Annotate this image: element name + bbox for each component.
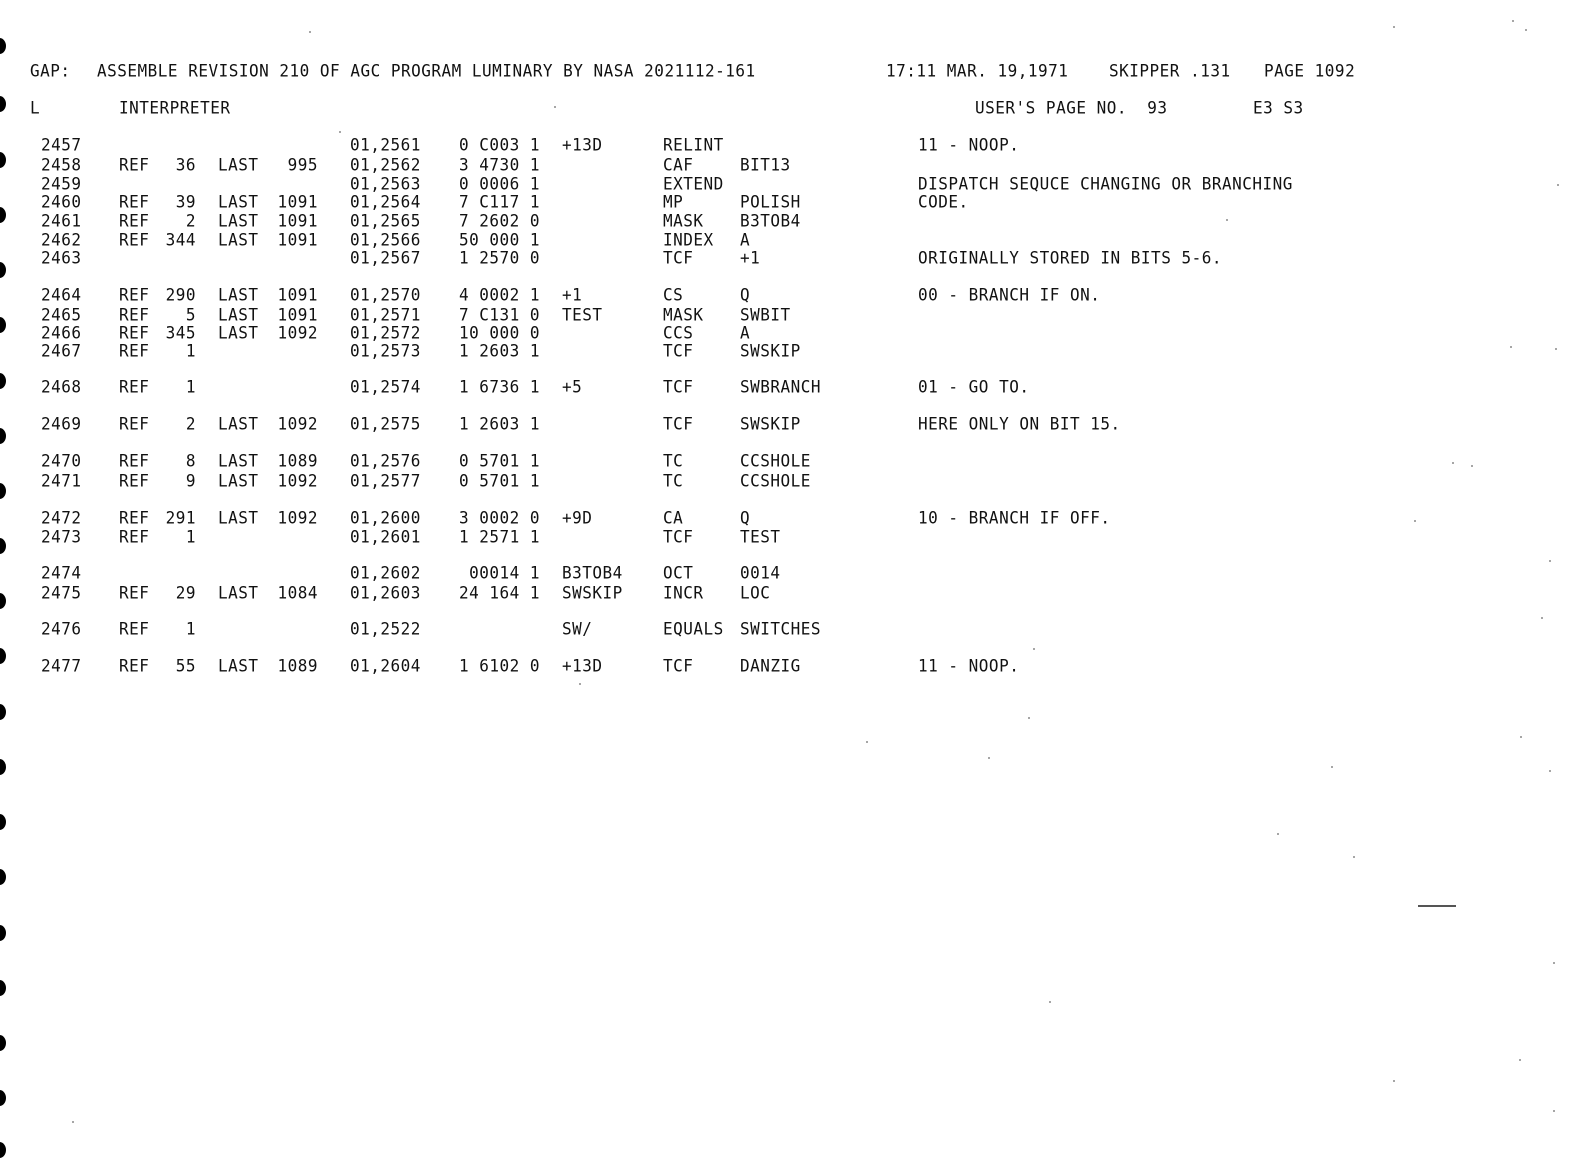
opcode: TCF bbox=[663, 248, 694, 268]
ref-number: 55 bbox=[175, 656, 196, 676]
ref-number: 8 bbox=[185, 451, 196, 471]
last-label: LAST bbox=[218, 414, 259, 434]
ref-number: 1 bbox=[185, 377, 196, 397]
last-number: 995 bbox=[287, 155, 318, 175]
punch-hole bbox=[0, 814, 6, 830]
line-number: 2477 bbox=[41, 656, 82, 676]
ref-label: REF bbox=[119, 583, 150, 603]
line-number: 2466 bbox=[41, 323, 82, 343]
memory-address: 01,2576 bbox=[350, 451, 421, 471]
scan-speck bbox=[1512, 20, 1514, 22]
memory-address: 01,2567 bbox=[350, 248, 421, 268]
opcode: TCF bbox=[663, 414, 694, 434]
location-label: +5 bbox=[562, 377, 583, 397]
punch-hole bbox=[0, 980, 6, 996]
location-label: B3TOB4 bbox=[562, 563, 623, 583]
ref-label: REF bbox=[119, 656, 150, 676]
operand: SWSKIP bbox=[740, 414, 801, 434]
memory-address: 01,2522 bbox=[350, 619, 421, 639]
octal-word: 00014 1 bbox=[469, 563, 540, 583]
scan-speck bbox=[1277, 833, 1279, 835]
scan-speck bbox=[1553, 962, 1555, 964]
last-label: LAST bbox=[218, 285, 259, 305]
memory-address: 01,2600 bbox=[350, 508, 421, 528]
listing-row bbox=[0, 451, 1582, 473]
operand: Q bbox=[740, 285, 751, 305]
listing-row bbox=[0, 527, 1582, 549]
operand: 0014 bbox=[740, 563, 781, 583]
scan-speck bbox=[1033, 648, 1035, 650]
operand: SWITCHES bbox=[740, 619, 822, 639]
users-page-number: USER'S PAGE NO. 93 bbox=[975, 98, 1168, 118]
operand: +1 bbox=[740, 248, 761, 268]
octal-word: 3 4730 1 bbox=[458, 155, 540, 175]
comment: 11 - NOOP. bbox=[918, 135, 1020, 155]
location-label: +13D bbox=[562, 656, 603, 676]
listing-row bbox=[0, 285, 1582, 307]
scan-speck bbox=[1393, 1080, 1395, 1082]
octal-word: 0 5701 1 bbox=[458, 451, 540, 471]
last-label: LAST bbox=[218, 323, 259, 343]
operand: A bbox=[740, 323, 751, 343]
page-number: PAGE 1092 bbox=[1264, 61, 1356, 81]
ref-number: 344 bbox=[165, 230, 196, 250]
scan-speck bbox=[1331, 766, 1333, 768]
last-number: 1091 bbox=[277, 305, 318, 325]
scan-speck bbox=[554, 106, 556, 108]
line-number: 2475 bbox=[41, 583, 82, 603]
opcode: OCT bbox=[663, 563, 694, 583]
opcode: TC bbox=[663, 471, 684, 491]
last-label: LAST bbox=[218, 192, 259, 212]
scan-speck bbox=[1555, 348, 1557, 350]
last-label: LAST bbox=[218, 451, 259, 471]
skipper-label: SKIPPER .131 bbox=[1109, 61, 1231, 81]
scan-speck bbox=[1393, 26, 1395, 28]
line-number: 2464 bbox=[41, 285, 82, 305]
memory-address: 01,2574 bbox=[350, 377, 421, 397]
punch-hole bbox=[0, 869, 6, 885]
memory-address: 01,2577 bbox=[350, 471, 421, 491]
last-label: LAST bbox=[218, 583, 259, 603]
line-number: 2474 bbox=[41, 563, 82, 583]
line-number: 2458 bbox=[41, 155, 82, 175]
line-number: 2470 bbox=[41, 451, 82, 471]
ref-label: REF bbox=[119, 619, 150, 639]
ref-number: 5 bbox=[185, 305, 196, 325]
octal-word: 1 2571 1 bbox=[458, 527, 540, 547]
last-number: 1091 bbox=[277, 285, 318, 305]
memory-address: 01,2573 bbox=[350, 341, 421, 361]
operand: Q bbox=[740, 508, 751, 528]
ref-number: 36 bbox=[175, 155, 196, 175]
operand: CCSHOLE bbox=[740, 471, 811, 491]
section-code: E3 S3 bbox=[1253, 98, 1304, 118]
punch-hole bbox=[0, 1090, 6, 1106]
line-number: 2462 bbox=[41, 230, 82, 250]
octal-word: 0 5701 1 bbox=[458, 471, 540, 491]
ref-label: REF bbox=[119, 305, 150, 325]
line-number: 2476 bbox=[41, 619, 82, 639]
opcode: TCF bbox=[663, 527, 694, 547]
ref-label: REF bbox=[119, 451, 150, 471]
last-label: LAST bbox=[218, 305, 259, 325]
operand: POLISH bbox=[740, 192, 801, 212]
last-number: 1091 bbox=[277, 211, 318, 231]
line-number: 2457 bbox=[41, 135, 82, 155]
line-number: 2461 bbox=[41, 211, 82, 231]
ref-label: REF bbox=[119, 377, 150, 397]
octal-word: 1 6736 1 bbox=[458, 377, 540, 397]
punch-hole bbox=[0, 1035, 6, 1051]
operand: A bbox=[740, 230, 751, 250]
opcode: RELINT bbox=[663, 135, 724, 155]
comment: 00 - BRANCH IF ON. bbox=[918, 285, 1101, 305]
line-number: 2467 bbox=[41, 341, 82, 361]
octal-word: 1 2603 1 bbox=[458, 414, 540, 434]
ref-label: REF bbox=[119, 341, 150, 361]
ref-label: REF bbox=[119, 285, 150, 305]
line-number: 2469 bbox=[41, 414, 82, 434]
operand: SWBIT bbox=[740, 305, 791, 325]
listing-row bbox=[0, 414, 1582, 436]
octal-word: 50 000 1 bbox=[458, 230, 540, 250]
opcode: TC bbox=[663, 451, 684, 471]
scan-speck bbox=[339, 131, 341, 133]
memory-address: 01,2601 bbox=[350, 527, 421, 547]
scan-speck bbox=[1049, 1001, 1051, 1003]
scan-speck bbox=[1471, 465, 1473, 467]
opcode: CAF bbox=[663, 155, 694, 175]
location-label: SWSKIP bbox=[562, 583, 623, 603]
opcode: MASK bbox=[663, 305, 704, 325]
last-number: 1092 bbox=[277, 508, 318, 528]
ref-label: REF bbox=[119, 323, 150, 343]
operand: SWSKIP bbox=[740, 341, 801, 361]
ref-number: 29 bbox=[175, 583, 196, 603]
line-number: 2460 bbox=[41, 192, 82, 212]
operand: B3TOB4 bbox=[740, 211, 801, 231]
last-number: 1089 bbox=[277, 656, 318, 676]
ref-label: REF bbox=[119, 211, 150, 231]
line-number: 2471 bbox=[41, 471, 82, 491]
ref-number: 290 bbox=[165, 285, 196, 305]
last-number: 1092 bbox=[277, 471, 318, 491]
opcode: INDEX bbox=[663, 230, 714, 250]
last-label: LAST bbox=[218, 211, 259, 231]
header-line bbox=[0, 61, 1582, 83]
memory-address: 01,2564 bbox=[350, 192, 421, 212]
comment: 01 - GO TO. bbox=[918, 377, 1030, 397]
octal-word: 1 6102 0 bbox=[458, 656, 540, 676]
memory-address: 01,2563 bbox=[350, 174, 421, 194]
listing-row bbox=[0, 248, 1582, 270]
opcode: TCF bbox=[663, 341, 694, 361]
listing-row bbox=[0, 583, 1582, 605]
opcode: TCF bbox=[663, 377, 694, 397]
last-label: LAST bbox=[218, 656, 259, 676]
operand: CCSHOLE bbox=[740, 451, 811, 471]
octal-word: 1 2570 0 bbox=[458, 248, 540, 268]
scan-speck bbox=[1541, 617, 1543, 619]
comment: ORIGINALLY STORED IN BITS 5-6. bbox=[918, 248, 1222, 268]
punch-hole bbox=[0, 1142, 6, 1158]
section-name: INTERPRETER bbox=[119, 98, 231, 118]
octal-word: 3 0002 0 bbox=[458, 508, 540, 528]
memory-address: 01,2562 bbox=[350, 155, 421, 175]
line-number: 2463 bbox=[41, 248, 82, 268]
operand: TEST bbox=[740, 527, 781, 547]
opcode: INCR bbox=[663, 583, 704, 603]
log-marker: L bbox=[30, 98, 41, 118]
assembly-title: ASSEMBLE REVISION 210 OF AGC PROGRAM LUMINARY BY NASA 2021112-161 bbox=[97, 61, 756, 81]
operand: SWBRANCH bbox=[740, 377, 822, 397]
scan-speck bbox=[1557, 184, 1559, 186]
ref-label: REF bbox=[119, 230, 150, 250]
last-number: 1091 bbox=[277, 230, 318, 250]
ref-label: REF bbox=[119, 155, 150, 175]
ref-label: REF bbox=[119, 508, 150, 528]
opcode: CA bbox=[663, 508, 684, 528]
memory-address: 01,2571 bbox=[350, 305, 421, 325]
punch-hole bbox=[0, 704, 6, 720]
opcode: CS bbox=[663, 285, 684, 305]
last-label: LAST bbox=[218, 230, 259, 250]
location-label: TEST bbox=[562, 305, 603, 325]
line-number: 2468 bbox=[41, 377, 82, 397]
ref-label: REF bbox=[119, 192, 150, 212]
scan-speck bbox=[866, 741, 868, 743]
octal-word: 10 000 0 bbox=[458, 323, 540, 343]
listing-row bbox=[0, 563, 1582, 585]
opcode: EXTEND bbox=[663, 174, 724, 194]
memory-address: 01,2561 bbox=[350, 135, 421, 155]
ref-number: 39 bbox=[175, 192, 196, 212]
ref-number: 2 bbox=[185, 211, 196, 231]
octal-word: 1 2603 1 bbox=[458, 341, 540, 361]
print-timestamp: 17:11 MAR. 19,1971 bbox=[886, 61, 1069, 81]
listing-row bbox=[0, 471, 1582, 493]
ref-label: REF bbox=[119, 527, 150, 547]
scan-speck bbox=[309, 31, 311, 33]
scan-speck bbox=[1414, 520, 1416, 522]
octal-word: 0 C003 1 bbox=[458, 135, 540, 155]
last-number: 1091 bbox=[277, 192, 318, 212]
ref-label: REF bbox=[119, 414, 150, 434]
punch-hole bbox=[0, 759, 6, 775]
last-number: 1092 bbox=[277, 414, 318, 434]
memory-address: 01,2604 bbox=[350, 656, 421, 676]
octal-word: 0 0006 1 bbox=[458, 174, 540, 194]
listing-row bbox=[0, 656, 1582, 678]
memory-address: 01,2603 bbox=[350, 583, 421, 603]
last-number: 1084 bbox=[277, 583, 318, 603]
ref-number: 9 bbox=[185, 471, 196, 491]
comment: 11 - NOOP. bbox=[918, 656, 1020, 676]
scan-speck bbox=[72, 1121, 74, 1123]
location-label: +9D bbox=[562, 508, 593, 528]
last-label: LAST bbox=[218, 508, 259, 528]
ref-number: 1 bbox=[185, 341, 196, 361]
ref-number: 1 bbox=[185, 527, 196, 547]
comment: CODE. bbox=[918, 192, 969, 212]
memory-address: 01,2565 bbox=[350, 211, 421, 231]
last-label: LAST bbox=[218, 155, 259, 175]
operand: LOC bbox=[740, 583, 771, 603]
opcode: MP bbox=[663, 192, 684, 212]
scan-speck bbox=[1520, 736, 1522, 738]
listing-row bbox=[0, 377, 1582, 399]
comment: DISPATCH SEQUCE CHANGING OR BRANCHING bbox=[918, 174, 1293, 194]
scan-speck bbox=[1549, 770, 1551, 772]
scan-speck bbox=[1452, 462, 1454, 464]
line-number: 2459 bbox=[41, 174, 82, 194]
octal-word: 7 C117 1 bbox=[458, 192, 540, 212]
operand: BIT13 bbox=[740, 155, 791, 175]
line-number: 2472 bbox=[41, 508, 82, 528]
memory-address: 01,2602 bbox=[350, 563, 421, 583]
scan-speck bbox=[988, 757, 990, 759]
comment: 10 - BRANCH IF OFF. bbox=[918, 508, 1111, 528]
memory-address: 01,2566 bbox=[350, 230, 421, 250]
gap-label: GAP: bbox=[30, 61, 71, 81]
opcode: EQUALS bbox=[663, 619, 724, 639]
line-number: 2473 bbox=[41, 527, 82, 547]
scan-speck bbox=[1549, 560, 1551, 562]
location-label: +13D bbox=[562, 135, 603, 155]
punch-hole bbox=[0, 925, 6, 941]
listing-row bbox=[0, 341, 1582, 363]
scan-speck bbox=[1028, 717, 1030, 719]
scan-speck bbox=[579, 683, 581, 685]
octal-word: 7 C131 0 bbox=[458, 305, 540, 325]
opcode: MASK bbox=[663, 211, 704, 231]
last-number: 1089 bbox=[277, 451, 318, 471]
opcode: CCS bbox=[663, 323, 694, 343]
octal-word: 24 164 1 bbox=[458, 583, 540, 603]
punch-hole bbox=[0, 38, 6, 54]
scan-speck bbox=[1510, 346, 1512, 348]
memory-address: 01,2572 bbox=[350, 323, 421, 343]
location-label: SW/ bbox=[562, 619, 593, 639]
operand: DANZIG bbox=[740, 656, 801, 676]
octal-word: 4 0002 1 bbox=[458, 285, 540, 305]
location-label: +1 bbox=[562, 285, 583, 305]
ref-number: 1 bbox=[185, 619, 196, 639]
scan-speck bbox=[1519, 1059, 1521, 1061]
scan-mark bbox=[1418, 905, 1456, 907]
subheader-line bbox=[0, 98, 1582, 120]
ref-number: 2 bbox=[185, 414, 196, 434]
comment: HERE ONLY ON BIT 15. bbox=[918, 414, 1121, 434]
memory-address: 01,2575 bbox=[350, 414, 421, 434]
scan-speck bbox=[1525, 29, 1527, 31]
ref-number: 291 bbox=[165, 508, 196, 528]
ref-number: 345 bbox=[165, 323, 196, 343]
last-number: 1092 bbox=[277, 323, 318, 343]
octal-word: 7 2602 0 bbox=[458, 211, 540, 231]
memory-address: 01,2570 bbox=[350, 285, 421, 305]
opcode: TCF bbox=[663, 656, 694, 676]
scan-speck bbox=[1353, 856, 1355, 858]
listing-row bbox=[0, 619, 1582, 641]
scan-speck bbox=[1226, 219, 1228, 221]
line-number: 2465 bbox=[41, 305, 82, 325]
scan-speck bbox=[1553, 1110, 1555, 1112]
last-label: LAST bbox=[218, 471, 259, 491]
ref-label: REF bbox=[119, 471, 150, 491]
listing-row bbox=[0, 135, 1582, 157]
